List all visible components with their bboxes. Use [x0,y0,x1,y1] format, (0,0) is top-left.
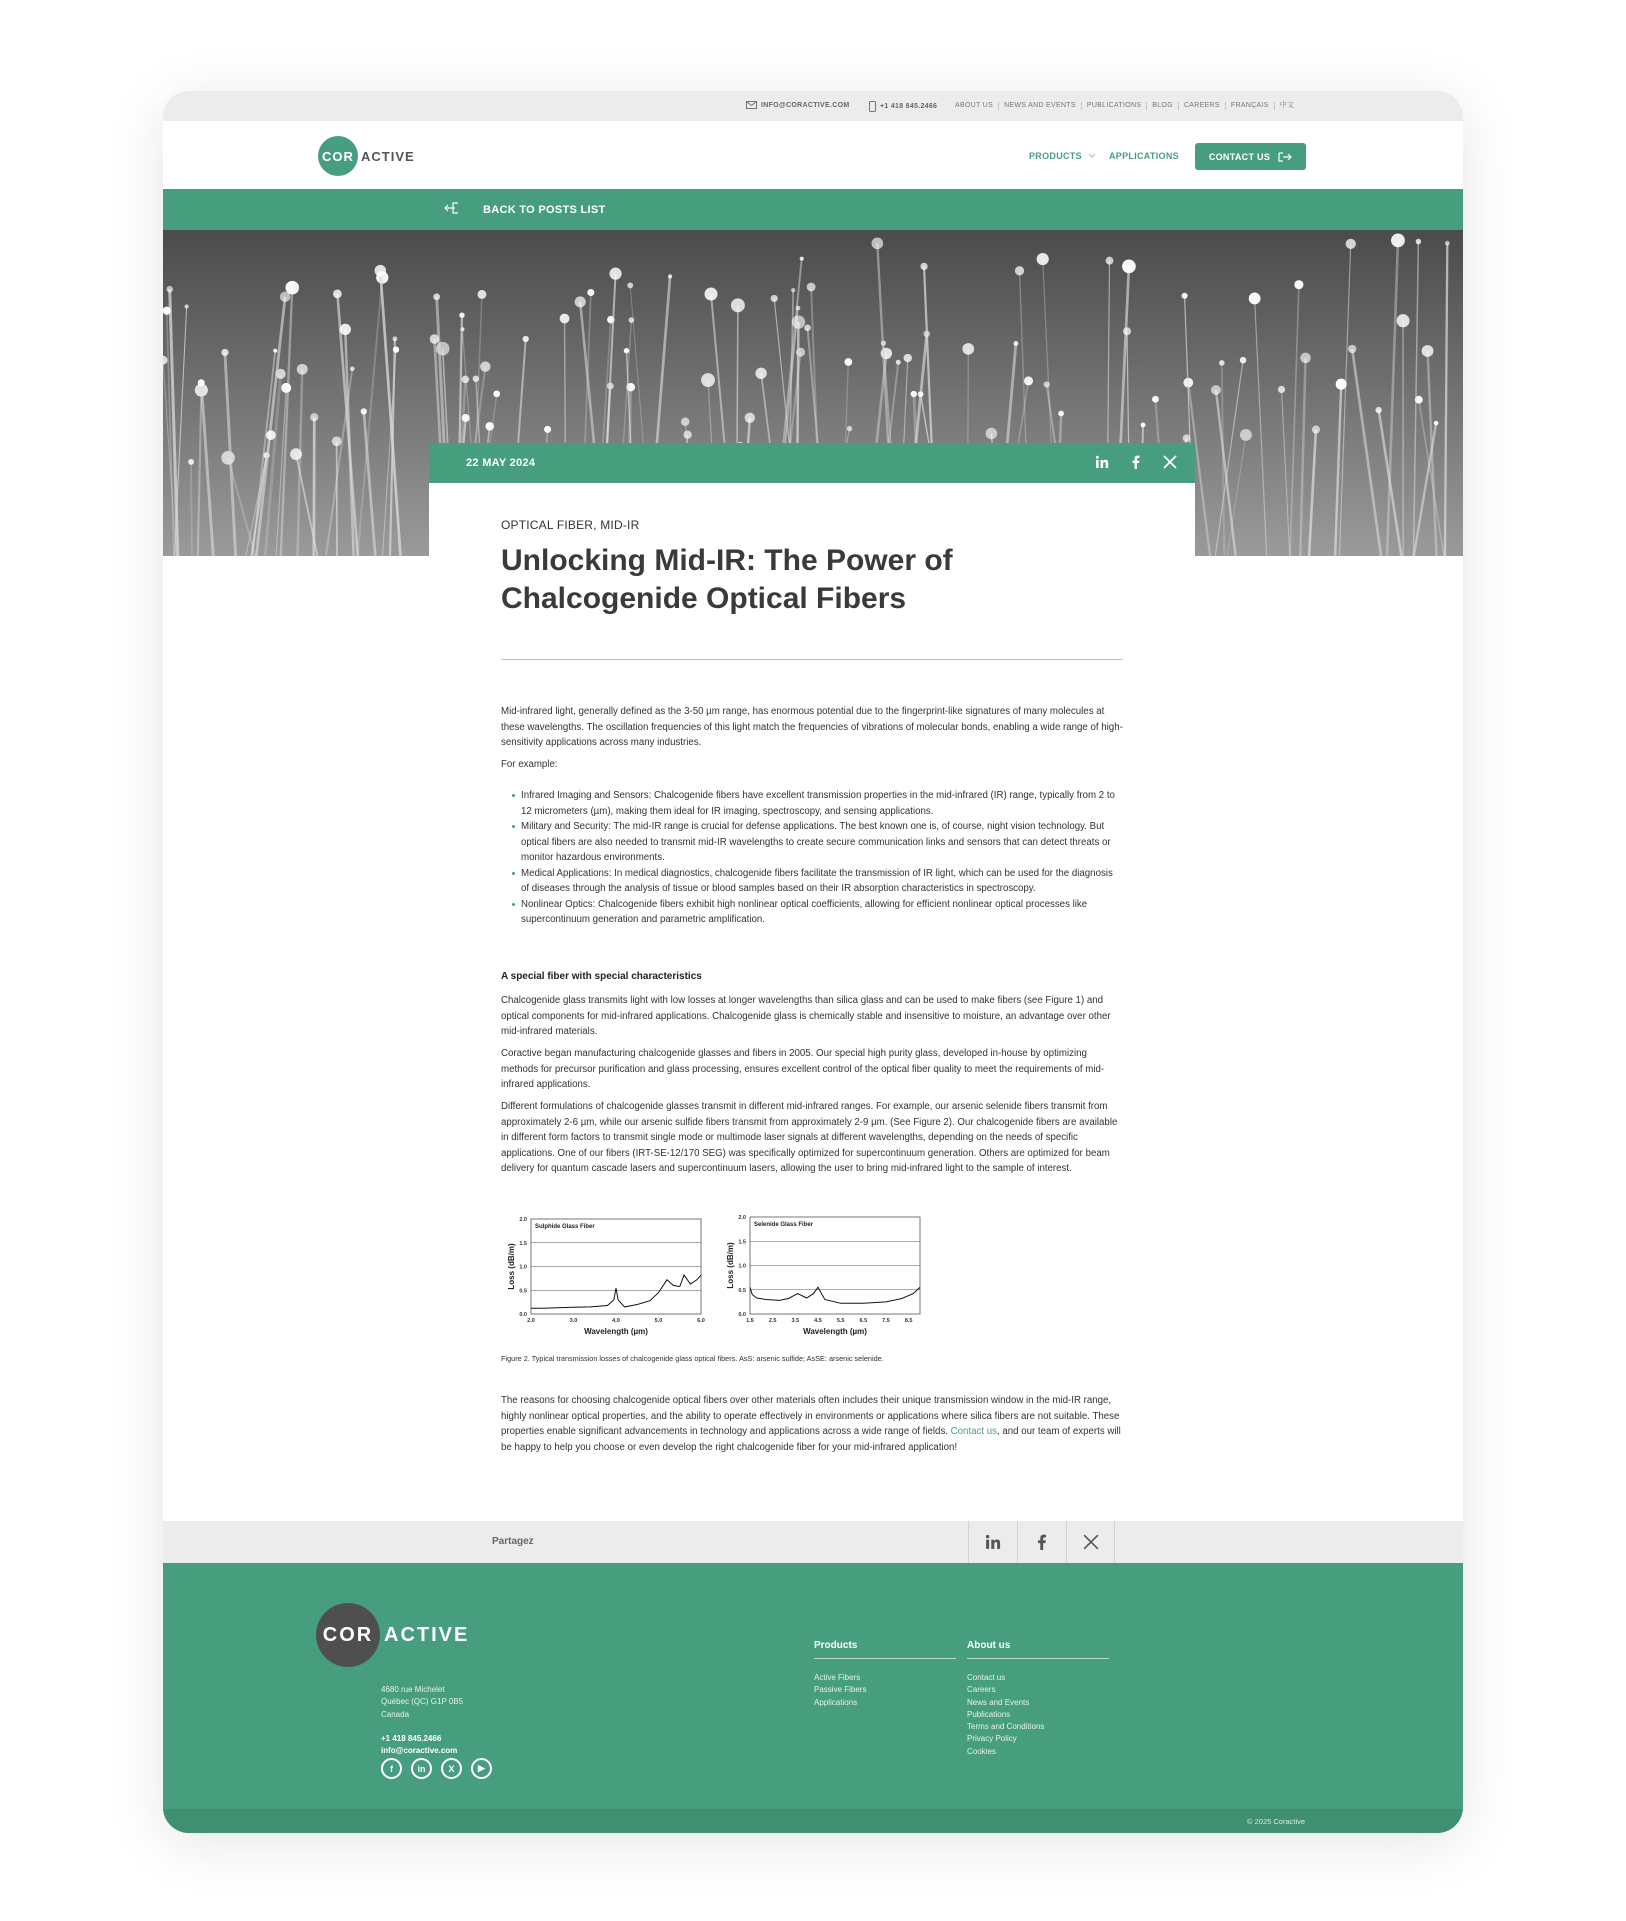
youtube-icon[interactable]: ▶ [471,1758,492,1779]
share-linkedin-button[interactable] [968,1521,1017,1563]
fiber-tip [350,366,355,371]
sign-in-arrow-icon [1278,152,1292,162]
fiber-tip [904,354,912,362]
share-x-button[interactable] [1066,1521,1115,1563]
fiber-tip [166,286,173,293]
post-share-icons [1095,455,1177,469]
footer-logo-circle: COR [316,1603,380,1667]
fiber-tip [627,283,633,289]
fiber-strand [1300,358,1305,556]
for-example-text: For example: [501,759,558,770]
footer-link-applications[interactable]: Applications [814,1697,858,1707]
x-twitter-icon[interactable] [1163,455,1177,469]
fiber-tip [459,313,464,318]
fiber-tip [480,361,491,372]
x-tick-label: 3.5 [791,1318,800,1324]
y-tick-label: 0.0 [519,1312,527,1318]
contact-us-inline-link[interactable]: Contact us [950,1426,997,1437]
fiber-tip [844,358,852,366]
fiber-tip [185,304,189,308]
footer-link-publications[interactable]: Publications [967,1709,1011,1719]
nav-products[interactable] [1029,151,1096,161]
fiber-tip [1015,266,1024,275]
footer-products-column [814,1640,956,1709]
fiber-tip [163,307,171,315]
phone-contact[interactable] [869,101,937,112]
x-tick-label: 4.5 [814,1318,822,1324]
logo-circle: COR [318,136,358,176]
fiber-tip [1300,353,1311,364]
y-tick-label: 0.5 [519,1288,527,1295]
fiber-tip [1240,357,1247,364]
fiber-tip [683,430,691,438]
util-link-about[interactable]: ABOUT US [955,102,994,109]
fiber-tip [280,291,291,302]
y-tick-label: 1.5 [738,1239,746,1246]
fiber-tip [872,238,884,250]
fiber-tip [1182,293,1188,299]
share-facebook-button[interactable] [1017,1521,1066,1563]
applications-list [521,788,1123,928]
fiber-tip [1422,345,1434,357]
list-item: Military and Security: The mid-IR range is crucial for defense applications. The best known one is, of course, night vision technology. But optical fibers are also needed to transmit mid-IR wavelengths to create secure communication links and sensors that can detect threats or monitor hazardous environments. [521,819,1123,866]
fiber-tip [281,383,291,393]
fiber-tip [681,418,690,427]
list-item: Infrared Imaging and Sensors: Chalcogenide fibers have excellent transmission properties in the mid-infrared (IR) range, typically from 2 to 12 micrometers (µm), making them ideal for IR imaging, spectroscopy, and sensing applications. [521,788,1123,819]
back-to-posts-bar[interactable] [163,189,1463,230]
closing-paragraph [501,1393,1123,1455]
facebook-icon[interactable]: f [381,1758,402,1779]
chevron-down-icon [1088,153,1096,159]
fiber-tip [1122,260,1136,274]
fiber-tip [1445,241,1450,246]
fiber-tip [731,298,745,312]
fiber-tip [668,274,672,278]
fiber-tip [297,364,308,375]
fiber-tip [1058,411,1064,417]
fiber-tip [1376,407,1382,413]
fiber-tip [1294,280,1303,289]
footer-link-careers[interactable]: Careers [967,1685,996,1695]
y-tick-label: 2.0 [738,1215,746,1221]
fiber-tip [433,293,440,300]
fiber-tip [701,373,715,387]
x-tick-label: 8.5 [904,1318,913,1324]
fiber-tip [807,283,816,292]
fiber-strand [357,277,382,556]
title-divider [501,659,1123,660]
util-link-publications[interactable]: PUBLICATIONS [1081,102,1146,110]
fiber-tip [1434,421,1439,426]
site-logo[interactable] [318,136,415,176]
post-date: 22 MAY 2024 [466,457,536,469]
mail-icon [746,101,757,109]
x-tick-label: 6.0 [697,1318,705,1324]
linkedin-icon[interactable]: in [411,1758,432,1779]
fiber-tip [462,414,470,422]
fiber-tip [1348,345,1356,353]
fiber-tip [273,349,277,353]
fiber-tip [804,324,811,331]
fiber-tip [340,324,351,335]
footer-link-active-fibers[interactable]: Active Fibers [814,1673,861,1682]
footer-link-news[interactable]: News and Events [967,1697,1030,1707]
back-arrow-icon [443,202,459,214]
fiber-tip [1312,426,1320,434]
selenide-loss-chart [715,1214,925,1341]
fiber-tip [221,451,235,465]
x-axis-label: Wavelength (µm) [584,1327,648,1336]
x-twitter-icon[interactable]: X [441,1758,462,1779]
fiber-tip [473,375,479,381]
address-line: Canada [381,1709,410,1719]
footer-products-heading: Products [814,1640,956,1659]
share-label: Partagez [492,1536,534,1547]
email-contact[interactable] [746,101,849,109]
fiber-strand [201,383,213,556]
list-item: Medical Applications: In medical diagnostics, chalcogenide fibers facilitate the transmission of IR light, which can be used for the diagnosis of diseases through the analysis of tissue or blood samples based on their IR absorption characteristics in spectroscopy. [521,866,1123,897]
post-categories: OPTICAL FIBER, MID-IR [501,518,640,532]
paragraph-formulations: Different formulations of chalcogenide glasses transmit in different mid-infrared ranges. For example, our arsenic selenide fibers transmit from approximately 2-6 µm, while our arsenic sulfide fibers transmit from approximately 2-9 µm. (See Figure 2). Our chalcogenide fibers are available in different form factors to transmit single mode or multimode laser signals at different wavelengths, depending on the needs of specific applications. One of our fibers (IRT-SE-12/170 SEG) was specifically optimized for supercontinuum generation. Others are optimized for beam delivery for quantum cascade lasers and supercontinuum lasers, allowing the user to bring mid-infrared light to the sample of interest. [501,1101,1118,1174]
fiber-tip [163,356,168,365]
fiber-tip [221,349,228,356]
y-tick-label: 1.0 [519,1264,527,1271]
site-header [163,121,1463,189]
fiber-tip [609,268,621,280]
fiber-tip [1037,253,1049,265]
fiber-tip [896,360,901,365]
fiber-tip [1211,385,1221,395]
fiber-strand [191,462,192,556]
fiber-tip [1336,379,1347,390]
fiber-tip [920,263,927,270]
chart-title: Selenide Glass Fiber [754,1222,814,1228]
fiber-strand [1282,389,1290,556]
y-tick-label: 1.5 [519,1240,527,1247]
fiber-tip [587,289,594,296]
fiber-strand [256,297,285,556]
fiber-tip [792,315,805,328]
x-axis-label: Wavelength (µm) [803,1327,867,1336]
utility-links [955,102,1299,110]
fiber-tip [290,448,302,460]
fiber-tip [493,391,500,398]
footer-address [381,1684,463,1721]
nav-applications[interactable]: APPLICATIONS [1109,151,1179,161]
fiber-tip [1024,376,1033,385]
x-twitter-icon [1083,1534,1099,1550]
fiber-tip [881,340,886,345]
footer-link-cookies[interactable]: Cookies [967,1746,996,1756]
fiber-strand [1387,240,1398,556]
footer-email[interactable]: info@coractive.com [381,1746,458,1755]
footer-about-heading: About us [967,1640,1109,1659]
fiber-strand [198,390,202,556]
address-line: 4680 rue Michelet [381,1685,445,1694]
sulphide-loss-chart [496,1216,706,1341]
fiber-tip [791,288,795,292]
fiber-tip [745,413,755,423]
fiber-tip [560,314,570,324]
post-date-bar [429,443,1195,483]
fiber-strand [1445,243,1447,556]
fiber-tip [198,379,205,386]
y-axis-label: Loss (dB/m) [507,1243,516,1290]
x-tick-label: 1.5 [746,1318,754,1324]
fiber-tip [310,413,318,421]
share-bar [163,1521,1463,1563]
y-tick-label: 0.5 [738,1287,746,1294]
fiber-tip [361,408,367,414]
fiber-tip [800,257,804,261]
footer-logo-wordmark: ACTIVE [384,1623,470,1646]
nav-products-label: PRODUCTS [1029,151,1082,161]
footer-logo[interactable] [316,1603,469,1667]
footer-link-passive-fibers[interactable]: Passive Fibers [814,1685,867,1695]
fiber-tip [1240,429,1252,441]
paragraph-glass: Chalcogenide glass transmits light with low losses at longer wavelengths than silica glass and can be used to make fibers (see Figure 1) and optical components for mid-infrared applications. Chalcogenide glass is chemically stable and insensitive to moisture, an advantage over other mid-infrared materials. [501,995,1111,1037]
copyright-text: © 2025 Coractive [1247,1817,1306,1826]
fiber-tip [624,348,629,353]
fiber-tip [477,290,486,299]
figure-caption: Figure 2. Typical transmission losses of chalcogenide glass optical fibers. AsS: arsenic sulfide; AsSE: arsenic selenide. [501,1354,884,1363]
fiber-tip [188,459,194,465]
y-tick-label: 0.0 [738,1312,746,1318]
fiber-strand [252,351,275,556]
fiber-tip [1141,422,1146,427]
fiber-tip [847,426,852,431]
phone-icon [869,101,876,112]
email-link[interactable]: INFO@CORACTIVE.COM [761,101,850,109]
fiber-tip [771,295,778,302]
phone-link[interactable]: +1 418 845.2466 [880,103,938,110]
chart-title: Sulphide Glass Fiber [535,1224,595,1230]
fiber-tip [1346,239,1356,249]
fiber-tip [1397,314,1410,327]
page-title: Unlocking Mid-IR: The Power of Chalcogenide Optical Fibers [501,544,953,615]
footer-phone[interactable]: +1 418 845.2466 [381,1734,442,1743]
util-link-blog[interactable]: BLOG [1146,102,1178,110]
util-link-careers[interactable]: CAREERS [1178,102,1225,110]
utility-bar [163,91,1463,121]
facebook-icon [1034,1534,1050,1550]
x-tick-label: 7.5 [882,1318,890,1324]
fiber-tip [1219,360,1225,366]
y-axis-label: Loss (dB/m) [726,1242,735,1289]
fiber-strand [345,329,354,556]
fiber-tip [544,426,551,433]
fiber-tip [1391,233,1405,247]
fiber-tip [333,290,342,299]
logo-wordmark: ACTIVE [361,148,415,164]
footer-about-column [967,1640,1109,1758]
fiber-tip [629,317,635,323]
fiber-tip [1123,327,1131,335]
fiber-tip [986,428,998,440]
util-link-chinese[interactable]: 中文 [1274,102,1300,110]
x-tick-label: 6.5 [859,1318,868,1324]
footer-link-privacy[interactable]: Privacy Policy [967,1734,1017,1744]
contact-us-label: CONTACT US [1208,151,1271,162]
fiber-tip [1278,386,1285,393]
intro-paragraph: Mid-infrared light, generally defined as the 3-50 µm range, has enormous potential due to the fingerprint-like signatures of many molecules at these wavelengths. The oscillation frequencies of this light match the frequencies of vibrations of molecular bonds, enabling a wide range of high-sensitivity applications across many industries. [501,706,1123,748]
fiber-tip [266,430,276,440]
closing-text-end: , and our team of experts will be happy to help you choose or even develop the right chalcogenide fiber for your mid-infrared application! [501,1426,1121,1453]
fiber-tip [1249,293,1261,305]
fiber-tip [962,343,974,355]
fiber-tip [911,391,917,397]
fiber-strand [1309,430,1316,556]
footer-social-icons [381,1758,492,1779]
fiber-strand [364,411,376,556]
x-tick-label: 5.0 [654,1318,663,1324]
y-tick-label: 1.0 [738,1263,746,1270]
linkedin-icon[interactable] [1095,455,1109,469]
fiber-tip [1416,239,1421,244]
fiber-tip [1106,257,1114,265]
facebook-icon[interactable] [1129,455,1143,469]
x-tick-label: 2.0 [527,1318,535,1324]
fiber-tip [918,391,924,397]
back-to-posts-label: BACK TO POSTS LIST [483,204,606,216]
fiber-tip [430,334,440,344]
fiber-strand [1352,349,1381,556]
closing-text: The reasons for choosing chalcogenide optical fibers over other materials often includes their unique transmission window in the mid-IR range, highly nonlinear optical properties, and the ability to operate effectively in environments or applications where silica fibers are not suitable. These properties enable significant advancements in technology and applications across a wide range of fields. [501,1395,1120,1437]
fiber-tip [393,346,399,352]
list-item: Nonlinear Optics: Chalcogenide fibers exhibit high nonlinear optical coefficients, allowing for efficient nonlinear optical processes like supercontinuum generation and parametric amplification. [521,897,1123,928]
fiber-tip [755,368,766,379]
page-frame [163,91,1463,1833]
paragraph-history: Coractive began manufacturing chalcogenide glasses and fibers in 2005. Our special high purity glass, developed in-house by optimizing methods for precursor purification and glass processing, ensures excellent control of the optical fiber quality to meet the requirements of mid-infrared applications. [501,1048,1105,1090]
fiber-tip [1013,341,1018,346]
footer-link-contact[interactable]: Contact us [967,1673,1006,1682]
copyright-bar [163,1809,1463,1833]
x-tick-label: 3.0 [569,1318,578,1324]
fiber-tip [375,265,387,277]
fiber-strand [1255,298,1267,556]
util-link-french[interactable]: FRANÇAIS [1225,102,1274,110]
footer-link-terms[interactable]: Terms and Conditions [967,1722,1045,1732]
x-tick-label: 5.5 [836,1318,845,1324]
fiber-tip [1152,396,1159,403]
y-tick-label: 2.0 [519,1217,527,1223]
fiber-tip [704,288,717,301]
fiber-tip [1044,381,1050,387]
x-tick-label: 4.0 [612,1318,620,1324]
contact-us-button[interactable] [1195,143,1306,170]
fiber-tip [575,296,586,307]
fiber-tip [392,336,397,341]
address-line: Québec (QC) G1P 0B5 [381,1697,464,1707]
linkedin-icon [985,1534,1001,1550]
x-tick-label: 2.5 [768,1318,777,1324]
util-link-news[interactable]: NEWS AND EVENTS [998,102,1081,110]
site-footer [163,1563,1463,1833]
fiber-tip [796,306,801,311]
fiber-tip [332,436,342,446]
fiber-tip [523,336,529,342]
fiber-strand [1290,285,1299,556]
section-heading: A special fiber with special characteristics [501,971,702,982]
